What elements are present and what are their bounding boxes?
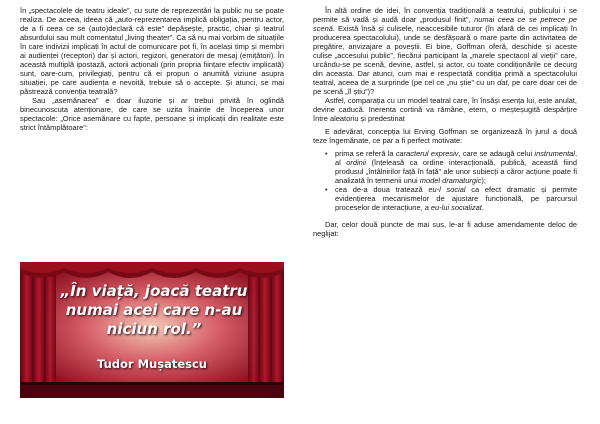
- quote-banner: [20, 262, 284, 398]
- right-p1-emphasis-2: dat: [497, 78, 508, 87]
- bullet-1-em-1: caracterul expresiv: [395, 149, 459, 158]
- bullet-2-text-a: cea de-a doua tratează: [335, 185, 429, 194]
- bullet-1-em-2: instrumental: [534, 149, 575, 158]
- bullet-1-text-e: );: [481, 176, 486, 185]
- right-paragraph-1: [313, 6, 577, 96]
- right-p1-text-b: . Există însă și culisele, neaccesibile tuturor (în afară de cei implicați în producerea spectacolului), unde se desfășoară o mare parte din activitatea de pregătire, anvizajare a poveștii. Ei bine, Goffman oferă, deschide și aceste culise „accesului public”, fiecărui participant la „marele spectacol al vieții” care, urcându-se pe scenă, devine, astfel, și actor, cu toate condiționările ce decurg din aceasta. Dar atunci, cum mai e respectată condiția primă a spectacolului teatral, aceea de a surprinde (pe cel ce „nu știe” cu un: [313, 24, 577, 87]
- bullet-list: [313, 149, 577, 212]
- bullet-2-text-b: ca efect dramatic și permite evidențierea mecanismelor de ajustare funcțională, pe parcursul proceselor de interacțiune, a: [335, 185, 578, 212]
- right-paragraph-2: Astfel, comparația cu un model teatral care, în însăși esența lui, este anulat, devine caducă. Inerenta cortină va rămâne, etern, o meșteșugită despărțire între aleatoriu și predestinat: [313, 96, 577, 123]
- right-column: [313, 6, 577, 238]
- bullet-1-text-c: , al: [335, 149, 578, 167]
- bullet-2-em-2: eu-lui socializat: [430, 203, 482, 212]
- bullet-2-em-1: eu-l social: [428, 185, 466, 194]
- right-paragraph-4: Dar, celor două puncte de mai sus, le-ar fi aduse amendamente deloc de neglijat:: [313, 220, 577, 238]
- bullet-1-em-4: model dramaturgic: [419, 176, 482, 185]
- stage-floor: [20, 384, 284, 398]
- left-paragraph-2: Sau „asemănarea” e doar iluzorie și ar trebui privită în oglindă binecunoscuta atenționare, de care se uzita înainte de începerea unor spectacole: „Orice asemănare cu fapte, persoane și implicații din realitate este strict întâmplătoare”:: [20, 96, 284, 132]
- right-p1-text-a: În altă ordine de idei, în convenția tradițională a teatrului, publicului i se permite să vadă și audă doar „produsul finit”,: [313, 6, 577, 24]
- right-p1-emphasis: numai ceea ce se petrece pe scenă: [313, 15, 577, 33]
- quote-author: Tudor Mușatescu: [97, 357, 207, 371]
- left-paragraph-1: în „spectacolele de teatru ideale”, cu sute de reprezentări la public nu se poate realiza. De aceea, ideea că „auto-reprezentarea implică obligația, pentru actor, de a fi ceea ce se (auto)declară că este” depășește, practic, chiar și teatrul absurdului sau mult comentatul „living theater”. Ca să nu mai vorbim de situațiile în care indivizii implicați în actul de comunicare pot fi, în același timp și membri ai audienței (receptori) dar și actori, regizori, generatori de mesaj (emițători). În această multiplă ipostază, actorii acționali (prin propria ființare efectiv implicată) sunt, oare-cum, privilegiați, pentru că ei propun o anumită viziune asupra situației, pe care audiența e nevoită, trebuie să o accepte. Și atunci, se mai păstrează convenția teatrală?: [20, 6, 284, 96]
- right-paragraph-3: E adevărat, concepția lui Erving Goffman se organizează în jurul a două teze îngemănate, ce par a fi perfect motivate:: [313, 127, 577, 145]
- bullet-1-text-d: (înțeleasă ca ordine interacțională, publică, această fiind produsul „întâlnirilor față în față” ale unor subiecți a căror acțiune poate fi analizată în termenii unui: [335, 158, 577, 185]
- bullet-item-1: [325, 149, 577, 185]
- bullet-1-text-b: , care se adaugă celui: [458, 149, 535, 158]
- bullet-2-text-c: .: [481, 203, 484, 212]
- bullet-item-2: [325, 185, 577, 212]
- quote-text: „În viață, joacă teatru numai acei care n-au niciun rol.”: [60, 282, 248, 338]
- left-column: [20, 6, 284, 132]
- bullet-1-em-3: ordinii: [346, 158, 367, 167]
- right-p1-text-c: , pe care doar cei de pe scenă „îl știu”)?: [313, 78, 577, 96]
- bullet-1-text-a: prima se referă la: [335, 149, 396, 158]
